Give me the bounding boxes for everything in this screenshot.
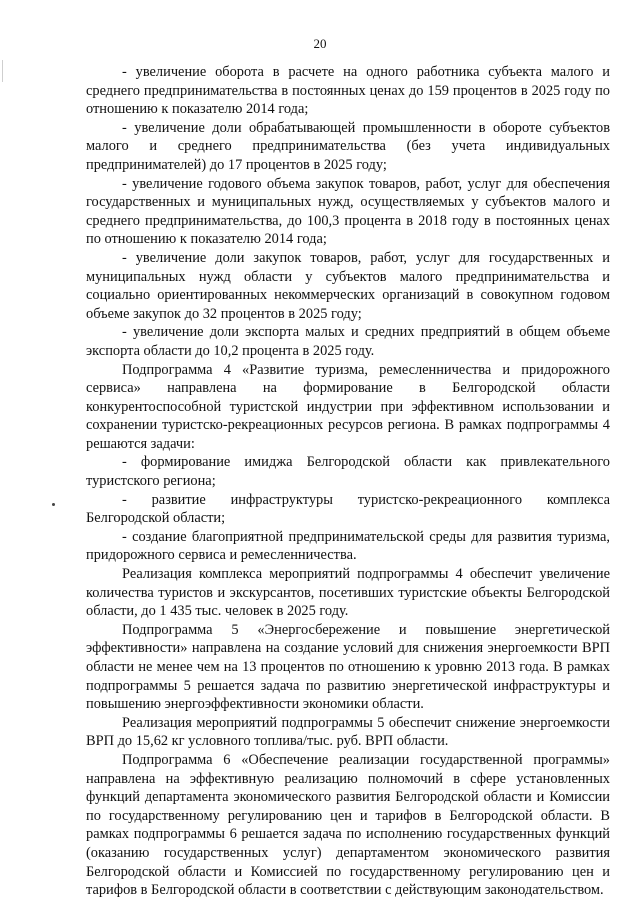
document-body <box>86 63 610 900</box>
paragraph-subprogram-4: Подпрограмма 4 «Развитие туризма, ремесленничества и придорожного сервиса» направлена на формирование в Белгородской области конкурентоспособной туристской индустрии при эффективном использовании и сохранении туристско-рекреационных ресурсов региона. В рамках подпрограммы 4 решаются задачи: <box>86 361 610 452</box>
paragraph-subprogram-4-result: Реализация комплекса мероприятий подпрограммы 4 обеспечит увеличение количества туристов и экскурсантов, посетивших туристские объекты Белгородской области, до 1 435 тыс. человек в 2025 году. <box>86 566 610 620</box>
paragraph-subprogram-6: Подпрограмма 6 «Обеспечение реализации государственной программы» направлена на эффективную реализацию полномочий в сфере установленных функций департамента экономического развития Белгородской области и Комиссии по государственному регулированию цен и тарифов в Белгородской области. В рамках подпрограммы 6 решается задача по исполнению государственных функций (оказанию государственных услуг) департаментом экономического развития Белгородской области и Комиссией по государственному регулированию цен и тарифов в Белгородской области в соответствии с действующим законодательством. <box>86 751 610 899</box>
paragraph-procurement-share: - увеличение доли закупок товаров, работ, услуг для государственных и муниципальных нужд области у субъектов малого предпринимательства и социально ориентированных некоммерческих организаций в совокупном годовом объеме закупок до 32 процентов в 2025 году; <box>86 249 610 322</box>
paragraph-tourism-infrastructure: - развитие инфраструктуры туристско-рекреационного комплекса Белгородской области; <box>86 491 610 527</box>
paragraph-procurement-volume: - увеличение годового объема закупок товаров, работ, услуг для обеспечения государственных и муниципальных нужд, осуществляемых у субъектов малого и среднего предпринимательства, до 100,3 процента в 2018 году в постоянных ценах по отношению к показателю 2014 года; <box>86 175 610 248</box>
paragraph-export-share: - увеличение доли экспорта малых и средних предприятий в общем объеме экспорта области до 10,2 процента в 2025 году. <box>86 324 610 359</box>
scan-dot-mark <box>52 503 55 506</box>
paragraph-subprogram-5-result: Реализация мероприятий подпрограммы 5 обеспечит снижение энергоемкости ВРП до 15,62 кг условного топлива/тыс. руб. ВРП области. <box>86 714 610 750</box>
paragraph-tourism-image: - формирование имиджа Белгородской области как привлекательного туристского региона; <box>86 454 610 490</box>
paragraph-business-environment: - создание благоприятной предпринимательской среды для развития туризма, придорожного сервиса и ремесленничества. <box>86 528 610 564</box>
scan-edge-mark <box>2 60 3 82</box>
paragraph-turnover-per-worker: - увеличение оборота в расчете на одного работника субъекта малого и среднего предпринимательства в постоянных ценах до 159 процентов в 2025 году по отношению к показателю 2014 года; <box>86 64 610 118</box>
page-number: 20 <box>313 36 327 51</box>
paragraph-manufacturing-share: - увеличение доли обрабатывающей промышленности в обороте субъектов малого и среднего предпринимательства (без учета индивидуальных предпринимателей) до 17 процентов в 2025 году; <box>86 119 610 173</box>
paragraph-subprogram-5: Подпрограмма 5 «Энергосбережение и повышение энергетической эффективности» направлена на создание условий для снижения энергоемкости ВРП области не менее чем на 13 процентов по отношению к уровню 2013 года. В рамках подпрограммы 5 решается задача по развитию энергетической инфраструктуры и повышению энергоэффективности экономики области. <box>86 621 610 713</box>
